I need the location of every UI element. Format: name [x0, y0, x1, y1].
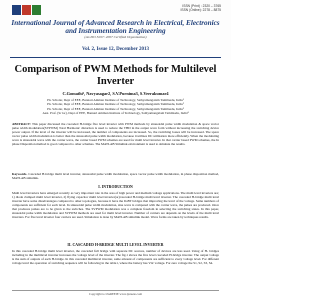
affiliation-item: PG Scholar, Dept of EEE, Bannari Amman Institute of Technology, Sathyamangalam Tamilnadu, India³ [47, 106, 184, 111]
section-heading-cascaded-inverter: II. CASCADED H-BRIDGE MULTI LEVEL INVERTER [67, 243, 164, 247]
author-list: C.Gomathi¹, Navyasagar2, S.V.Purnima3, S.Veerakumar4 [62, 91, 169, 96]
keywords-text: Cascaded H-bridge multi level inverter, sinusoidal pulse width modulation, space vector pulse width modulation, in phase disposition method, MATLAB simulink. [12, 172, 219, 181]
volume-issue: Vol. 2, Issue 12, December 2013 [82, 47, 149, 52]
paper-title: Comparison of PWM Methods for Multilevel Inverter [14, 64, 217, 87]
section-heading-introduction: I. INTRODUCTION [98, 185, 133, 189]
page-footer: Copyright to IJAREEIE www.ijareeie.com [12, 290, 219, 296]
issn-print: ISSN (Print) : 2320 – 3765 [182, 4, 221, 8]
certification-line: (An ISO 3297: 2007 Certified Organization) [84, 35, 147, 39]
cascaded-inverter-text: In this cascaded H-bridge multi level inverter, the cascaded full bridge with separate DC sources, number of devices are less used. Using of H- bridges including in the multilevel inverter increases the voltage level of the inverter. The fig.1 shows the five level cascaded H-bridge inverter. The output voltage is the sum of outputs of each H-bridge. In this cascaded multilevel inverter, same amount of components are sufficient to every voltage level. For different voltage level the operation of switching sequence will be following in the table1, where the battery has Vdc voltage. For zero voltage the S1, S2, S3, S4. [12, 249, 219, 266]
abstract-text: This paper discussed the cascaded H-bridge five level inverter with PWM methods by sinusoidal pulse width modulation & space vector pulse width modulation(SVPWM) Total Harmonic distortion is used to reduce the THD in the output wave form without increasing the switching device power output. If the level of the inverter will be increased, the number of components are increased. So, the switching losses will be increased. The space vector pulse width modulation is better than the sinusoidal pulse width modulation, because it utilizes DC utilization more efficiently. When the modulating wave is sinusoidal wave with the carrier wave, the carrier based PWM schemes are used for multi level inverter. In that carrier based PWM schemes, the In phase Disposition method is good compared to other schemes. The MATLAB Simulink environment is used to simulate the results. [12, 122, 219, 147]
introduction-text: Multi level inverters have emerged recently as very important role in the area of high power and medium voltage applications. The multi level inverters are; 1) diode clamped multi level inverter, 2) flying capacitor multi level inverter(or)cascaded H-bridge multi level inverter. The cascaded H-bridge multi level inverter have some disadvantages compared to other topologies, because it have the IGBT bridges that improving the level of the voltage. Same numbers of components are sufficient for each level. In sinusoidal pulse width modulation, sine wave is compared with the carrier wave, the pulses are produced. Once that produces pulses are to be given to the switches. The SVPWM modulation was a complete freedom in selecting the switching states. In this paper, sinusoidal pulse width modulation and SVPWM methods are used for multi level inverter. Number of carriers are depends on the levels of the multi level inverters. For five level inverter four carriers are used. Simulation is done by MATLAB simulink model. Wave forms are taken by techniques results. [12, 191, 219, 220]
header-divider [10, 57, 221, 58]
keywords-label: Keywords- [12, 172, 28, 176]
issn-block [180, 4, 221, 12]
journal-logo [12, 3, 46, 17]
issn-online: ISSN (Online): 2278 – 8875 [180, 8, 221, 13]
affiliation-item: Asst. Prof. (Sr Gr), Dept of EEE, Bannari Amman Institute of Technology, Sathyamangalam Tamilnadu, India⁴ [42, 110, 189, 115]
affiliation-item: PG Scholar, Dept of EEE, Bannari Amman Institute of Technology, Sathyamangalam Tamilnadu, India² [47, 102, 184, 107]
abstract [12, 122, 219, 146]
journal-name: International Journal of Advanced Research in Electrical, Electronics and Instrumentation Engineering [11, 19, 220, 35]
keywords [12, 172, 219, 180]
affiliation-list [12, 98, 219, 115]
affiliation-item: PG Scholar, Dept of EEE, Bannari Amman Institute of Technology, Sathyamangalam Tamilnadu, India¹ [47, 98, 184, 102]
abstract-label: ABSTRACT: [12, 122, 31, 126]
